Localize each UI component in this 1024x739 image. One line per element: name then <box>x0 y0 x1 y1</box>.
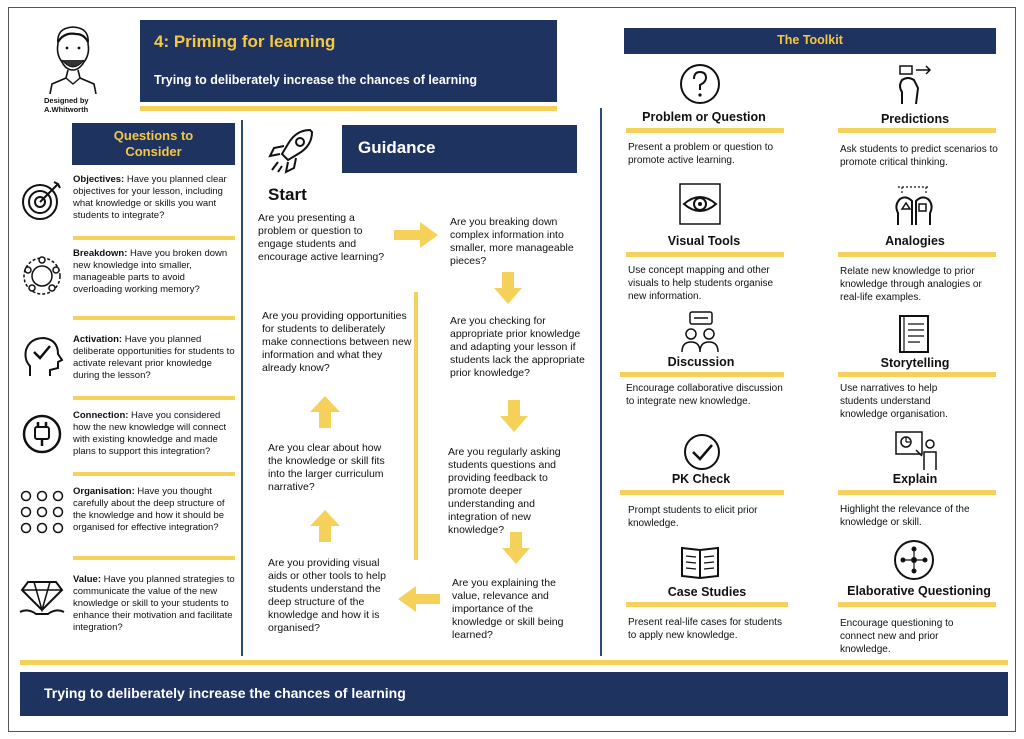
toolkit-title: Predictions <box>880 112 950 126</box>
eye-icon <box>678 182 722 226</box>
footer-rule <box>20 660 1008 665</box>
toolkit-underline <box>620 372 784 377</box>
toolkit-desc: Present real-life cases for students to apply new knowledge. <box>628 617 782 641</box>
question-term: Organisation: <box>73 486 135 497</box>
question-text: Have you broken down new knowledge into smaller, manageable parts to avoid overloading working memory? <box>73 248 228 295</box>
toolkit-desc: Present a problem or question to promote active learning. <box>628 142 774 166</box>
toolkit-desc: Highlight the relevance of the knowledge or skill. <box>840 504 970 528</box>
plug-icon <box>18 410 66 458</box>
arrow-down-icon <box>500 400 528 432</box>
discussion-icon <box>678 310 722 354</box>
toolkit-underline <box>838 128 996 133</box>
question-connection <box>73 410 235 458</box>
question-term: Objectives: <box>73 174 125 185</box>
toolkit-desc: Encourage collaborative discussion to integrate new knowledge. <box>626 383 783 407</box>
question-text: Have you planned clear objectives for your lesson, including what knowledge or skills you want students to integrate? <box>73 174 227 221</box>
arrow-up-icon <box>310 510 340 542</box>
toolkit-underline <box>620 490 784 495</box>
question-text: Have you thought carefully about the deep structure of the knowledge and how it should be organised for effective integration? <box>73 486 225 533</box>
questions-heading <box>72 123 235 165</box>
question-term: Value: <box>73 574 101 585</box>
toolkit-desc: Use concept mapping and other visuals to help students organise new information. <box>628 265 774 302</box>
column-divider-left <box>241 120 243 656</box>
prediction-icon <box>892 62 936 106</box>
question-text: Have you planned strategies to communicate the value of the new knowledge or skill to your students to enhance their motivation and facilitate integration? <box>73 574 235 633</box>
designer-name: A.Whitworth <box>44 105 89 114</box>
designed-by-label: Designed by <box>44 96 89 105</box>
guidance-step-2: Are you breaking down complex information into smaller, more manageable pieces? <box>450 216 574 267</box>
header-banner <box>140 20 557 102</box>
guidance-step-1: Are you presenting a problem or question to engage students and encourage active learning? <box>258 212 385 263</box>
question-value <box>73 574 235 634</box>
question-breakdown <box>73 248 235 296</box>
divider <box>73 236 235 240</box>
toolkit-title: Discussion <box>667 355 735 369</box>
toolkit-desc: Use narratives to help students understand knowledge organisation. <box>840 383 948 420</box>
target-icon <box>18 176 66 224</box>
toolkit-title: Problem or Question <box>642 110 766 124</box>
dot-grid-icon <box>18 488 66 536</box>
guidance-step-4: Are you regularly asking students questions and providing feedback to promote deeper understanding and integration of new knowledge? <box>448 446 561 536</box>
arrow-down-icon <box>494 272 522 304</box>
toolkit-desc: Relate new knowledge to prior knowledge through analogies or real-life examples. <box>840 266 982 303</box>
toolkit-desc: Ask students to predict scenarios to promote critical thinking. <box>840 144 998 168</box>
toolkit-underline <box>626 602 788 607</box>
divider <box>73 472 235 476</box>
questions-heading-line-2: Consider <box>125 144 182 159</box>
arrow-up-icon <box>310 396 340 428</box>
divider <box>73 396 235 400</box>
questions-heading-line-1: Questions to <box>113 128 194 143</box>
header-underline <box>140 106 557 111</box>
question-term: Activation: <box>73 334 123 345</box>
question-organisation <box>73 486 235 534</box>
author-portrait-icon <box>46 22 100 94</box>
question-text: Have you considered how the new knowledge will connect with existing knowledge and made plans to support this integration? <box>73 410 227 457</box>
question-term: Connection: <box>73 410 129 421</box>
toolkit-heading: The Toolkit <box>624 28 996 54</box>
page-subtitle: Trying to deliberately increase the chances of learning <box>154 73 478 87</box>
toolkit-desc: Encourage questioning to connect new and prior knowledge. <box>840 618 954 655</box>
guidance-step-5: Are you explaining the value, relevance and importance of the knowledge or skill being learned? <box>452 577 564 641</box>
guidance-step-3: Are you checking for appropriate prior knowledge and adapting your lesson if students lack the appropriate prior knowledge? <box>450 315 585 379</box>
guidance-step-8: Are you providing opportunities for students to deliberately make connections between new information and what they already know? <box>262 310 412 374</box>
divider <box>73 316 235 320</box>
guidance-step-6: Are you providing visual aids or other tools to help students understand the deep structure of the knowledge and how it is organised? <box>268 557 386 634</box>
book-icon <box>892 312 936 356</box>
toolkit-desc: Prompt students to elicit prior knowledge. <box>628 505 758 529</box>
page-title: 4: Priming for learning <box>154 32 336 51</box>
divider <box>73 556 235 560</box>
check-circle-icon <box>680 430 724 474</box>
footer-banner: Trying to deliberately increase the chances of learning <box>20 672 1008 716</box>
column-divider-right <box>600 108 602 656</box>
guidance-heading: Guidance <box>342 125 577 173</box>
question-term: Breakdown: <box>73 248 128 259</box>
question-icon <box>678 62 722 106</box>
presenter-icon <box>894 428 938 472</box>
analogy-heads-icon <box>892 183 936 227</box>
arrow-left-icon <box>398 586 440 612</box>
open-book-icon <box>678 540 722 584</box>
network-circle-icon <box>18 252 66 300</box>
toolkit-title: PK Check <box>671 472 731 486</box>
toolkit-title: Elaborative Questioning <box>847 584 991 598</box>
toolkit-underline <box>626 128 784 133</box>
start-label: Start <box>268 185 307 204</box>
toolkit-underline <box>838 252 996 257</box>
toolkit-title: Analogies <box>885 234 945 248</box>
head-check-icon <box>18 332 66 380</box>
toolkit-underline <box>838 490 996 495</box>
question-text: Have you planned deliberate opportunities for students to activate relevant prior knowledge during the lesson? <box>73 334 235 381</box>
rocket-icon <box>266 124 318 176</box>
toolkit-underline <box>838 602 996 607</box>
diamond-hand-icon <box>18 574 66 622</box>
question-activation <box>73 334 235 382</box>
hub-icon <box>892 538 936 582</box>
guidance-step-7: Are you clear about how the knowledge or skill fits into the larger curriculum narrative? <box>268 442 385 493</box>
toolkit-title: Case Studies <box>667 585 747 599</box>
toolkit-underline <box>626 252 784 257</box>
toolkit-title: Visual Tools <box>667 234 741 248</box>
arrow-right-icon <box>394 222 438 248</box>
flow-line <box>414 292 418 560</box>
designed-by <box>44 96 89 114</box>
toolkit-title: Storytelling <box>880 356 950 370</box>
toolkit-underline <box>838 372 996 377</box>
question-objectives <box>73 174 235 222</box>
arrow-down-icon <box>502 532 530 564</box>
toolkit-title: Explain <box>892 472 938 486</box>
